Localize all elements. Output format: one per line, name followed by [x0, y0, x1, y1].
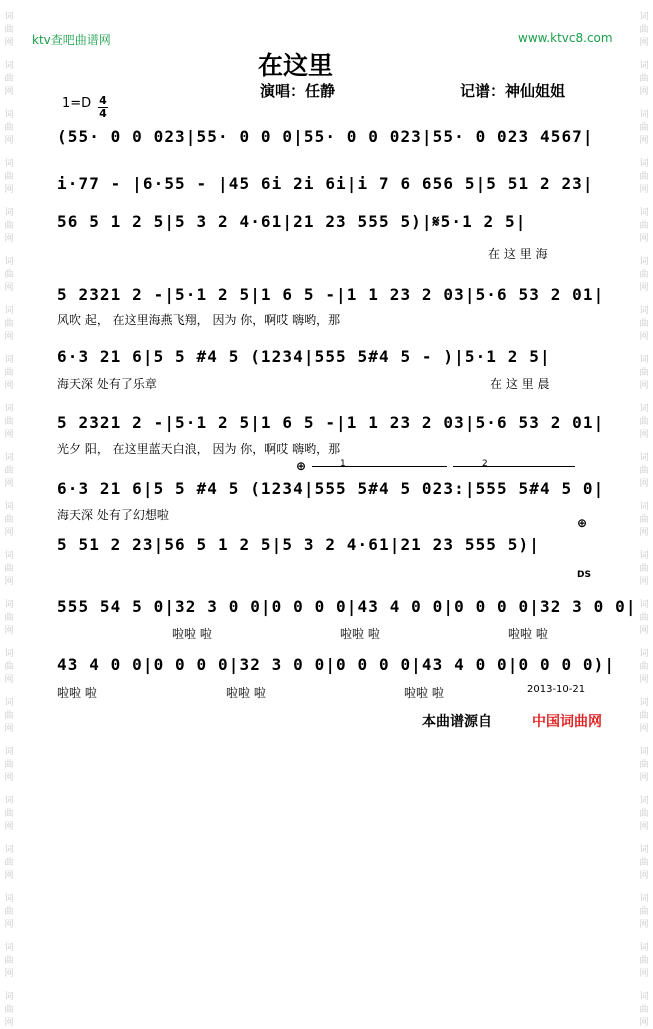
watermark-char: 曲 — [639, 319, 649, 329]
watermark-char: 词 — [4, 404, 14, 414]
watermark-char: 网 — [639, 969, 649, 979]
watermark-char: 词 — [639, 698, 649, 708]
watermark-char: 网 — [4, 136, 14, 146]
watermark-char: 网 — [639, 136, 649, 146]
watermark-char: 曲 — [4, 466, 14, 476]
watermark-char: 词 — [4, 747, 14, 757]
watermark-char: 词 — [4, 61, 14, 71]
watermark-char: 词 — [4, 208, 14, 218]
watermark-char: 网 — [4, 87, 14, 97]
meter-bottom: 4 — [99, 107, 107, 120]
watermark-char: 网 — [4, 38, 14, 48]
recorder-credit: 记谱：神仙姐姐 — [460, 82, 566, 100]
watermark-char: 网 — [639, 773, 649, 783]
source-site-link[interactable]: 中国词曲网 — [532, 714, 602, 730]
watermark-char: 曲 — [4, 319, 14, 329]
watermark-char: 网 — [4, 675, 14, 685]
singer-credit: 演唱：任静 — [260, 82, 336, 100]
watermark-char: 曲 — [4, 515, 14, 525]
lyric-line-5b: 在 这 里 晨 — [490, 377, 550, 391]
watermark-char: 曲 — [639, 760, 649, 770]
watermark-char: 曲 — [639, 809, 649, 819]
watermark-char: 词 — [639, 796, 649, 806]
watermark-char: 网 — [4, 577, 14, 587]
watermark-char: 词 — [639, 894, 649, 904]
watermark-char: 词 — [639, 404, 649, 414]
watermark-char: 网 — [4, 1018, 14, 1028]
watermark-left — [2, 0, 16, 1029]
watermark-char: 曲 — [639, 466, 649, 476]
watermark-char: 曲 — [4, 613, 14, 623]
watermark-char: 曲 — [4, 662, 14, 672]
lyric-line-9b: 啦啦 啦 — [340, 627, 380, 641]
watermark-char: 曲 — [4, 858, 14, 868]
coda-sign-2: ⊕ — [577, 516, 588, 530]
watermark-char: 曲 — [4, 711, 14, 721]
watermark-char: 网 — [639, 577, 649, 587]
watermark-char: 词 — [639, 992, 649, 1002]
watermark-char: 词 — [4, 600, 14, 610]
watermark-char: 网 — [639, 871, 649, 881]
watermark-char: 曲 — [4, 417, 14, 427]
watermark-char: 网 — [639, 381, 649, 391]
watermark-char: 词 — [639, 12, 649, 22]
watermark-char: 词 — [4, 12, 14, 22]
watermark-char: 词 — [4, 943, 14, 953]
watermark-char: 网 — [4, 871, 14, 881]
watermark-char: 网 — [4, 430, 14, 440]
watermark-char: 词 — [639, 208, 649, 218]
key-signature: 1=D — [62, 96, 92, 111]
watermark-char: 网 — [4, 920, 14, 930]
watermark-char: 词 — [639, 845, 649, 855]
watermark-char: 曲 — [4, 123, 14, 133]
watermark-char: 网 — [639, 920, 649, 930]
watermark-char: 曲 — [639, 1005, 649, 1015]
watermark-char: 词 — [639, 649, 649, 659]
watermark-char: 词 — [4, 257, 14, 267]
score-line-3: 56 5 1 2 5|5 3 2 4·61|21 23 555 5)|𝄋5·1 2 5| — [57, 212, 527, 231]
watermark-char: 曲 — [639, 74, 649, 84]
watermark-char: 词 — [639, 502, 649, 512]
watermark-char: 曲 — [4, 1005, 14, 1015]
watermark-char: 词 — [639, 551, 649, 561]
watermark-char: 曲 — [639, 25, 649, 35]
time-signature — [98, 96, 108, 119]
watermark-char: 网 — [639, 185, 649, 195]
watermark-char: 词 — [639, 943, 649, 953]
watermark-char: 曲 — [639, 564, 649, 574]
watermark-char: 网 — [639, 626, 649, 636]
watermark-char: 网 — [4, 969, 14, 979]
watermark-char: 网 — [4, 626, 14, 636]
watermark-char: 曲 — [639, 662, 649, 672]
watermark-char: 曲 — [639, 613, 649, 623]
watermark-char: 网 — [639, 479, 649, 489]
lyric-line-4: 风吹 起， 在这里海燕飞翔， 因为 你，啊哎 嗨哟，那 — [57, 313, 341, 327]
lyric-line-10c: 啦啦 啦 — [404, 686, 444, 700]
score-line-6: 5 2321 2 -|5·1 2 5|1 6 5 -|1 1 23 2 03|5·6 53 2 01| — [57, 413, 605, 432]
watermark-char: 词 — [4, 551, 14, 561]
watermark-char: 网 — [4, 773, 14, 783]
watermark-char: 词 — [639, 159, 649, 169]
watermark-char: 曲 — [639, 907, 649, 917]
watermark-char: 网 — [639, 822, 649, 832]
watermark-char: 曲 — [639, 172, 649, 182]
watermark-char: 曲 — [4, 270, 14, 280]
watermark-char: 网 — [4, 332, 14, 342]
watermark-char: 词 — [4, 992, 14, 1002]
watermark-char: 曲 — [639, 270, 649, 280]
lyric-line-9c: 啦啦 啦 — [508, 627, 548, 641]
site-url-right[interactable]: www.ktvc8.com — [518, 31, 613, 45]
watermark-char: 网 — [4, 528, 14, 538]
watermark-char: 网 — [4, 283, 14, 293]
watermark-char: 曲 — [639, 515, 649, 525]
watermark-char: 网 — [639, 87, 649, 97]
score-line-7: 6·3 21 6|5 5 #4 5 (1234|555 5#4 5 023:|555 5#4 5 0| — [57, 479, 605, 498]
watermark-char: 曲 — [4, 368, 14, 378]
watermark-char: 词 — [4, 453, 14, 463]
watermark-char: 曲 — [639, 858, 649, 868]
watermark-char: 词 — [4, 159, 14, 169]
coda-sign: ⊕ — [296, 459, 307, 473]
watermark-char: 网 — [639, 528, 649, 538]
ending-2-label: 2 — [482, 459, 488, 469]
lyric-line-3: 在 这 里 海 — [488, 247, 548, 261]
watermark-char: 网 — [639, 1018, 649, 1028]
score-line-5: 6·3 21 6|5 5 #4 5 (1234|555 5#4 5 - )|5·1 2 5| — [57, 347, 551, 366]
lyric-line-9a: 啦啦 啦 — [172, 627, 212, 641]
watermark-char: 网 — [639, 283, 649, 293]
watermark-char: 词 — [4, 306, 14, 316]
watermark-char: 网 — [4, 381, 14, 391]
watermark-char: 词 — [639, 257, 649, 267]
meter-top: 4 — [99, 94, 107, 107]
watermark-char: 曲 — [4, 221, 14, 231]
watermark-char: 网 — [639, 675, 649, 685]
watermark-char: 曲 — [639, 221, 649, 231]
watermark-char: 网 — [639, 234, 649, 244]
watermark-char: 曲 — [639, 368, 649, 378]
watermark-char: 曲 — [4, 564, 14, 574]
watermark-char: 词 — [4, 649, 14, 659]
lyric-line-10b: 啦啦 啦 — [226, 686, 266, 700]
watermark-char: 词 — [639, 61, 649, 71]
dal-segno: DS — [577, 570, 591, 580]
watermark-char: 曲 — [639, 417, 649, 427]
score-line-8: 5 51 2 23|56 5 1 2 5|5 3 2 4·61|21 23 555 5)| — [57, 535, 540, 554]
watermark-char: 词 — [4, 845, 14, 855]
watermark-char: 曲 — [4, 907, 14, 917]
watermark-char: 词 — [4, 894, 14, 904]
score-line-9: 555 54 5 0|32 3 0 0|0 0 0 0|43 4 0 0|0 0 0 0|32 3 0 0| — [57, 597, 637, 616]
score-line-2: i·77 - |6·55 - |45 6i 2i 6i|i 7 6 656 5|5 51 2 23| — [57, 174, 594, 193]
watermark-char: 曲 — [639, 956, 649, 966]
watermark-char: 词 — [639, 355, 649, 365]
record-date: 2013-10-21 — [527, 684, 586, 695]
watermark-char: 曲 — [4, 956, 14, 966]
watermark-right — [637, 0, 651, 1029]
ending-1-bracket — [312, 466, 447, 467]
score-line-4: 5 2321 2 -|5·1 2 5|1 6 5 -|1 1 23 2 03|5·6 53 2 01| — [57, 285, 605, 304]
lyric-line-7: 海天深 处有了幻想啦 — [57, 508, 169, 522]
watermark-char: 词 — [639, 747, 649, 757]
watermark-char: 曲 — [4, 172, 14, 182]
watermark-char: 曲 — [4, 809, 14, 819]
watermark-char: 网 — [639, 38, 649, 48]
watermark-char: 词 — [4, 110, 14, 120]
watermark-char: 曲 — [639, 123, 649, 133]
watermark-char: 网 — [4, 724, 14, 734]
watermark-char: 曲 — [4, 25, 14, 35]
watermark-char: 词 — [4, 502, 14, 512]
watermark-char: 网 — [4, 234, 14, 244]
watermark-char: 词 — [4, 698, 14, 708]
lyric-line-5a: 海天深 处有了乐章 — [57, 377, 157, 391]
song-title: 在这里 — [258, 51, 334, 80]
watermark-char: 网 — [4, 185, 14, 195]
watermark-char: 网 — [4, 479, 14, 489]
ending-1-label: 1 — [340, 459, 346, 469]
watermark-char: 曲 — [4, 74, 14, 84]
lyric-line-6: 光夕 阳， 在这里蓝天白浪， 因为 你，啊哎 嗨哟，那 — [57, 442, 341, 456]
source-label: 本曲谱源自 — [422, 714, 492, 730]
score-line-1: (55· 0 0 023|55· 0 0 0|55· 0 0 023|55· 0 023 4567| — [57, 127, 594, 146]
watermark-char: 词 — [639, 110, 649, 120]
watermark-char: 词 — [639, 306, 649, 316]
watermark-char: 词 — [639, 600, 649, 610]
ending-2-bracket — [453, 466, 575, 467]
watermark-char: 词 — [4, 355, 14, 365]
watermark-char: 网 — [639, 332, 649, 342]
score-line-10: 43 4 0 0|0 0 0 0|32 3 0 0|0 0 0 0|43 4 0 0|0 0 0 0)| — [57, 655, 616, 674]
watermark-char: 词 — [639, 453, 649, 463]
lyric-line-10a: 啦啦 啦 — [57, 686, 97, 700]
site-name-left[interactable]: ktv查吧曲谱网 — [32, 33, 111, 47]
watermark-char: 网 — [639, 430, 649, 440]
watermark-char: 词 — [4, 796, 14, 806]
watermark-char: 曲 — [639, 711, 649, 721]
watermark-char: 网 — [639, 724, 649, 734]
watermark-char: 曲 — [4, 760, 14, 770]
watermark-char: 网 — [4, 822, 14, 832]
